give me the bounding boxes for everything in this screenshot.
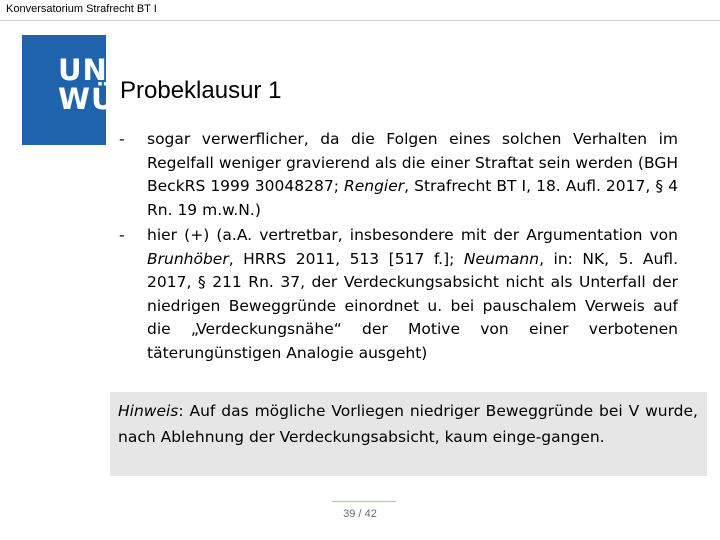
slide-title: Probeklausur 1 [120,77,282,104]
page-number: 39 / 42 [343,508,377,520]
bullet-text [147,128,678,222]
header-divider [0,20,720,21]
bullet-text [147,224,678,365]
course-title: Konversatorium Strafrecht BT I [6,3,157,15]
hint-label: Hinweis [118,402,179,420]
author-name: Neumann [463,249,540,268]
author-name: Brunhöber [147,249,229,268]
footer-divider [332,501,396,502]
hint-text [118,398,698,450]
bullet-text-part: sogar verwerflicher, da die Folgen eines solchen Verhalten im Regelfall weniger gravierend als die einer Straftat sein werden (BGH BeckRS 1999 30048287; [147,130,678,195]
bullet-item [118,128,678,222]
hint-body: : Auf das mögliche Vorliegen niedriger Beweggründe bei V wurde, nach Ablehnung der Verdeckungsabsicht, kaum einge-gangen. [118,402,698,446]
author-name: Rengier [343,177,405,195]
logo-margin [0,35,22,145]
bullet-text-part: , in: NK, 5. Aufl. 2017, § 211 Rn. 37, der Verdeckungsabsicht nicht als Unterfall der niedrigen Beweggründe einordnet u. bei pauschalem Verweis auf die „Verdeckungsnähe“ der Motive von einer verbotenen täterungünstigen Analogie ausgeht) [147,249,678,362]
logo-line-2: WÜ [58,82,116,116]
logo-text [58,53,120,116]
bullet-text-part: , HRRS 2011, 513 [517 f.]; [228,249,464,268]
bullet-text-part: , Strafrecht BT I, 18. Aufl. 2017, § 4 Rn. 19 m.w.N.) [147,177,678,219]
bullet-list [118,128,678,367]
bullet-text-part: hier (+) (a.A. vertretbar, insbesondere mit der Argumentation von [147,226,678,244]
logo-line-1: UNI [58,53,120,87]
bullet-marker: - [119,130,125,148]
bullet-marker: - [119,226,125,244]
bullet-item [118,224,678,365]
